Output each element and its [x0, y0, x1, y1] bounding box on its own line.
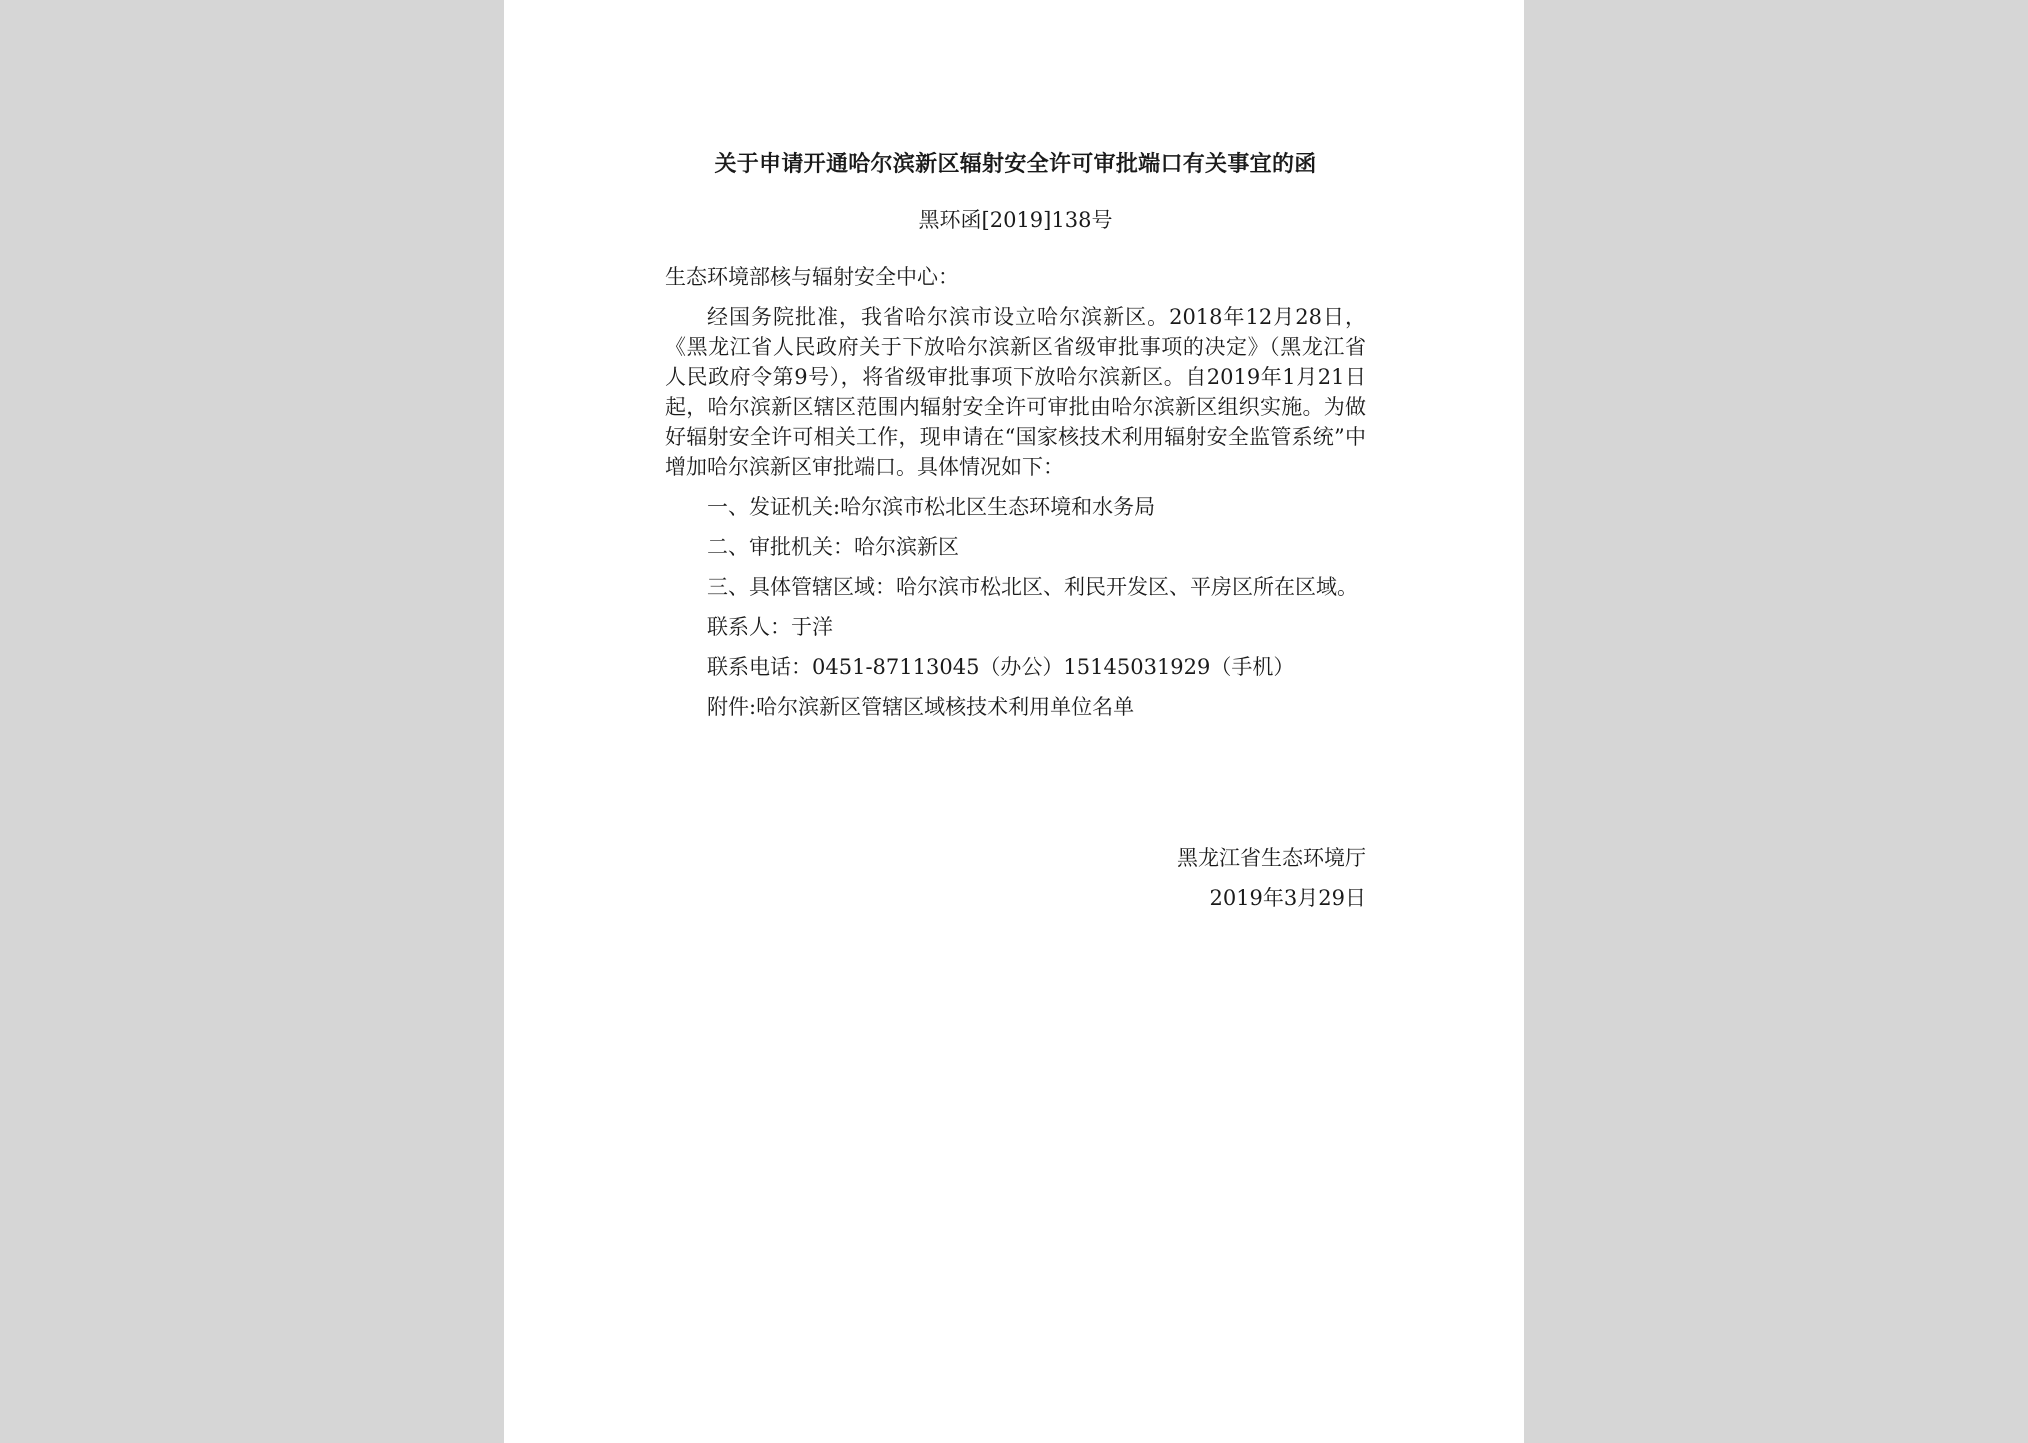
- list-item: 三、具体管辖区域：哈尔滨市松北区、利民开发区、平房区所在区域。: [707, 575, 1358, 599]
- attachment-note: 附件:哈尔滨新区管辖区域核技术利用单位名单: [707, 695, 1135, 719]
- document-body: [665, 262, 1366, 732]
- document-title: 关于申请开通哈尔滨新区辐射安全许可审批端口有关事宜的函: [714, 151, 1317, 177]
- signature-block: [665, 838, 1366, 918]
- issue-date: 2019年3月29日: [1209, 886, 1366, 910]
- contact-person: 联系人：于洋: [707, 615, 833, 639]
- contact-phone: 联系电话：0451-87113045（办公）15145031929（手机）: [707, 655, 1295, 679]
- list-item: 二、审批机关：哈尔滨新区: [707, 535, 959, 559]
- addressee: 生态环境部核与辐射安全中心：: [665, 265, 959, 289]
- main-paragraph: 经国务院批准，我省哈尔滨市设立哈尔滨新区。2018年12月28日，《黑龙江省人民政府关于下放哈尔滨新区省级审批事项的决定》（黑龙江省人民政府令第9号），将省级审批事项下放哈尔滨新区。自2019年1月21日起，哈尔滨新区辖区范围内辐射安全许可审批由哈尔滨新区组织实施。为做好辐射安全许可相关工作，现申请在“国家核技术利用辐射安全监管系统”中增加哈尔滨新区审批端口。具体情况如下：: [665, 305, 1366, 479]
- document-number: 黑环函[2019]138号: [918, 208, 1113, 232]
- list-item: 一、发证机关:哈尔滨市松北区生态环境和水务局: [707, 495, 1156, 519]
- issuer: 黑龙江省生态环境厅: [1177, 846, 1366, 870]
- document-page: [504, 0, 1524, 1443]
